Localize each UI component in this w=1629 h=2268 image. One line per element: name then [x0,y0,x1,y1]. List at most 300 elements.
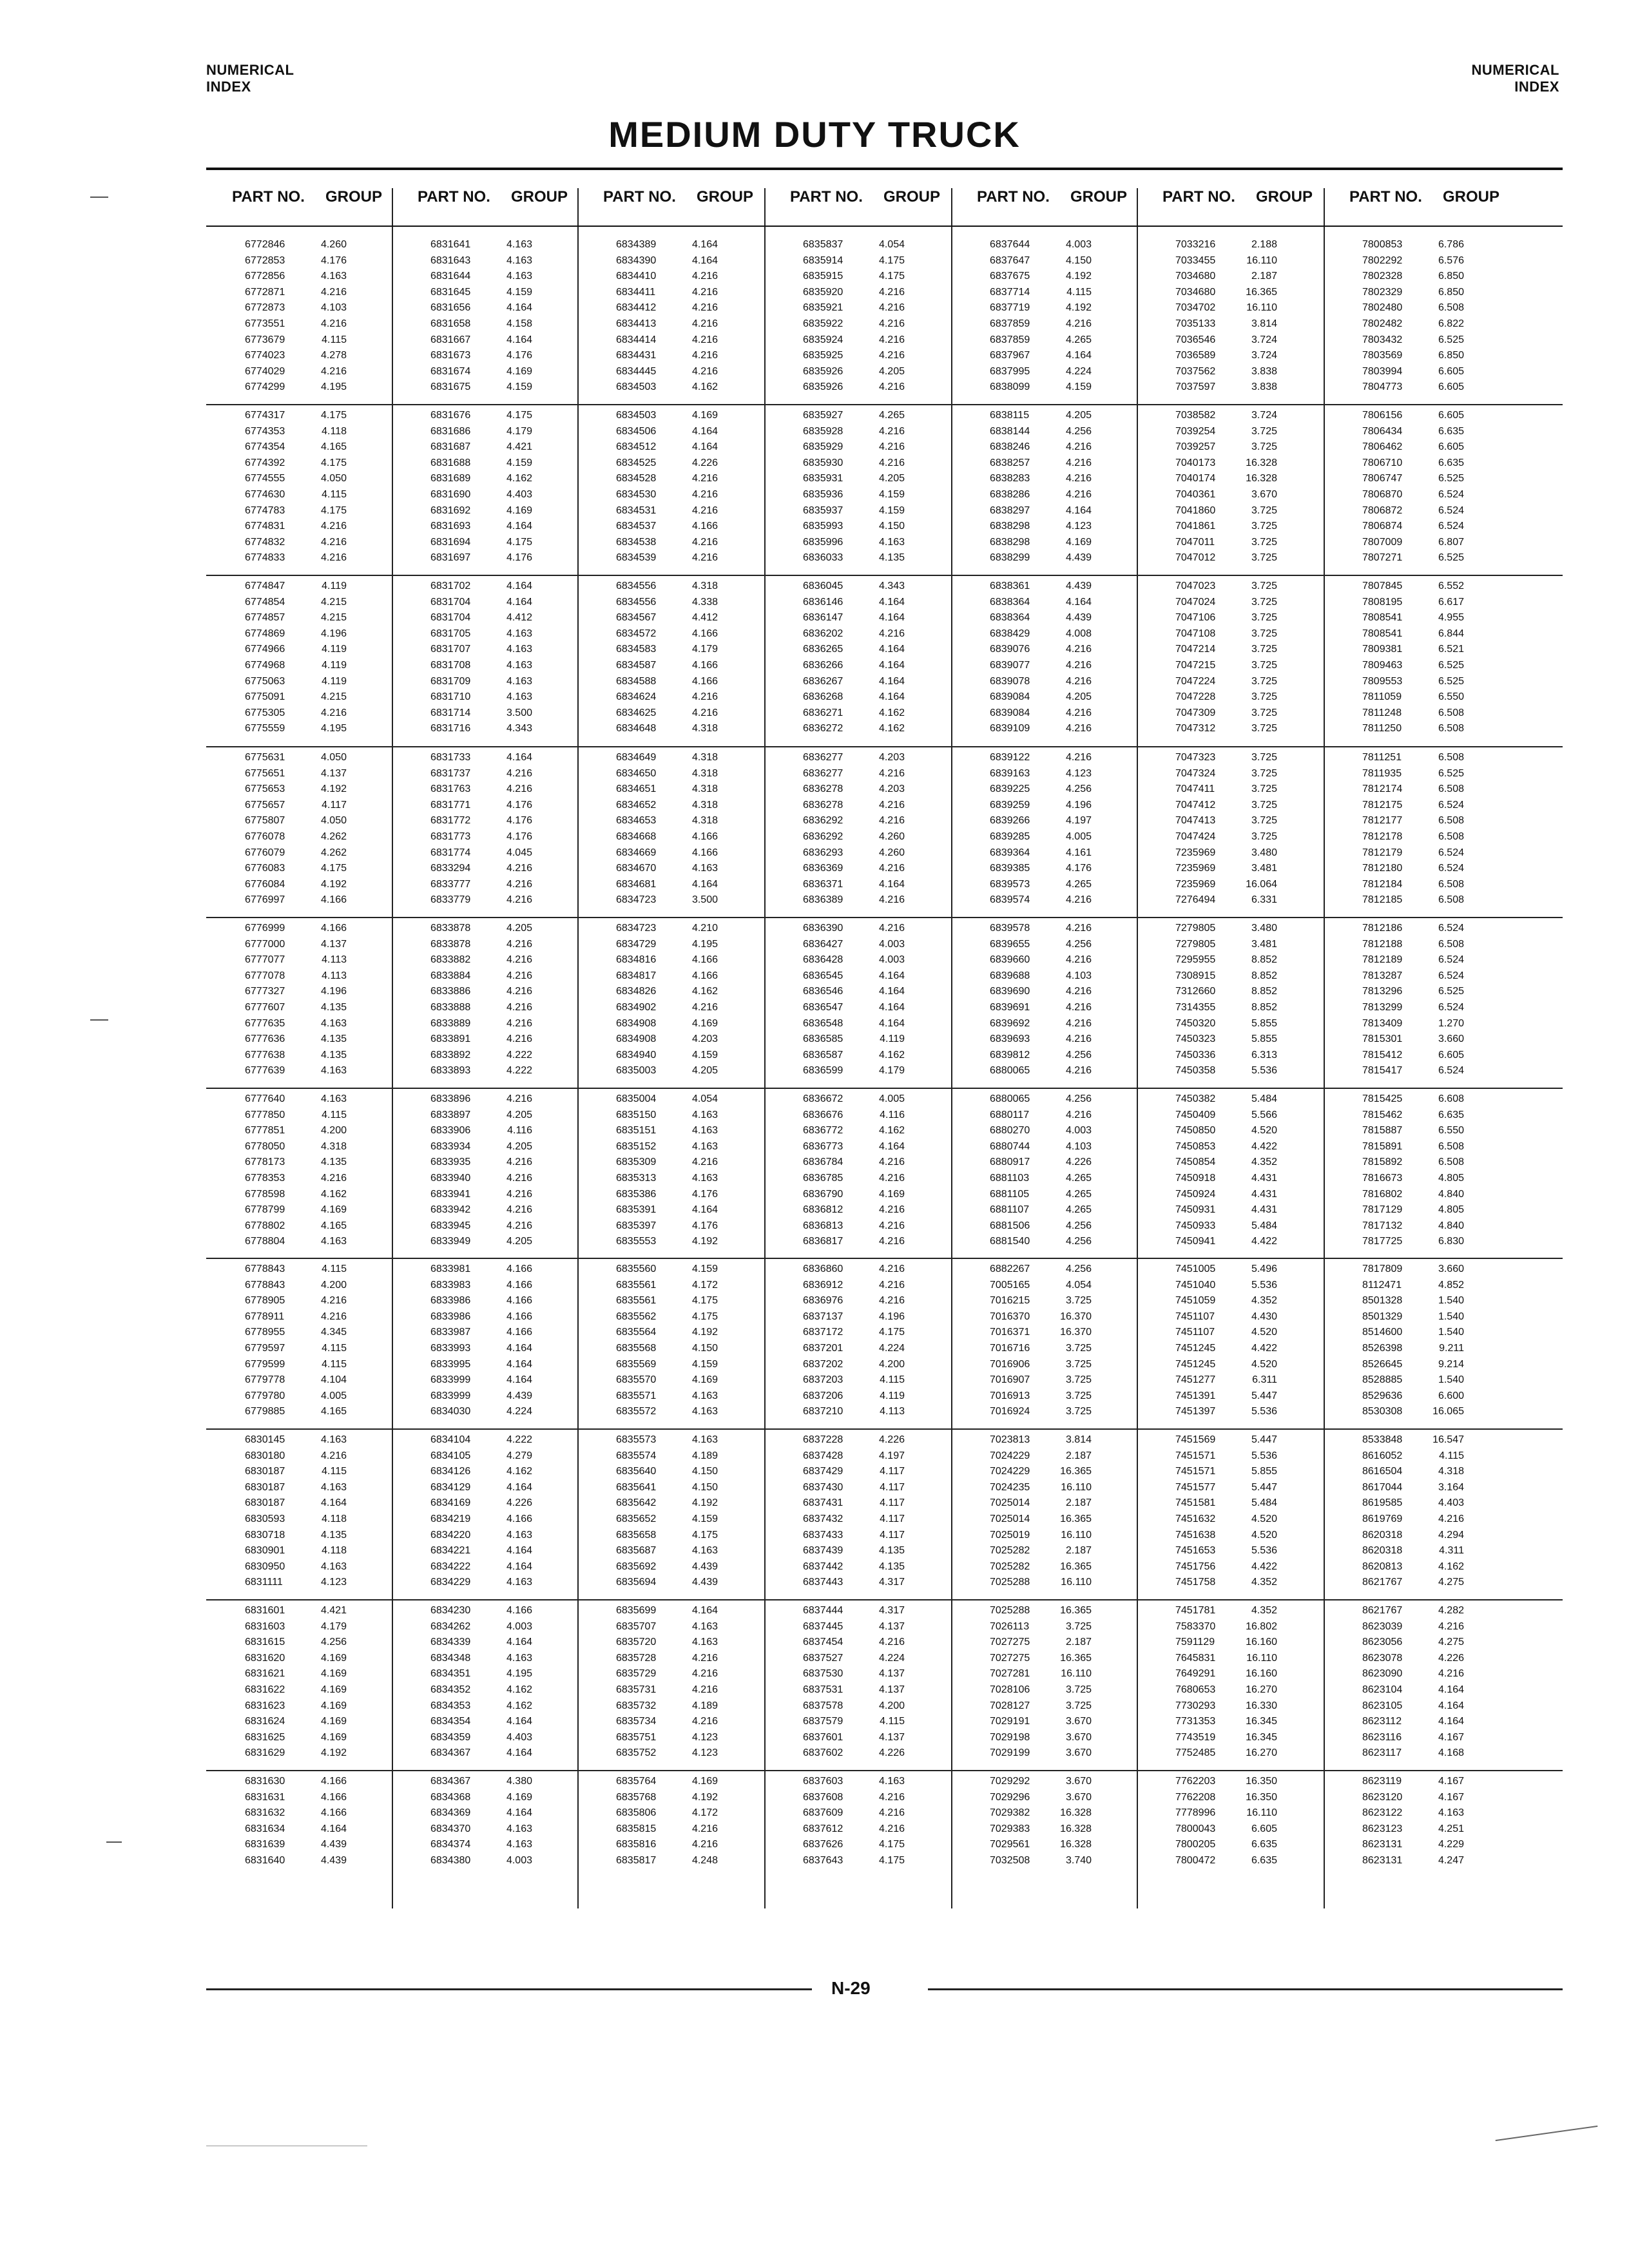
part-number-cell: 6837430 [803,1481,843,1493]
group-cell: 4.164 [1438,1684,1464,1695]
part-number-cell: 7032508 [990,1855,1030,1866]
part-number-cell: 6837643 [803,1855,843,1866]
group-cell: 4.216 [691,536,718,548]
group-cell: 4.216 [691,1716,718,1727]
group-cell: 4.216 [1065,1002,1092,1013]
group-cell: 4.164 [506,521,532,532]
part-number-cell: 6839109 [990,723,1030,735]
part-number-cell: 7815301 [1362,1033,1403,1045]
group-cell: 4.422 [1251,1561,1277,1572]
part-number-cell: 6776999 [245,923,285,934]
part-number-cell: 8533848 [1362,1434,1403,1445]
group-cell: 4.216 [320,1173,347,1184]
part-number-cell: 6836267 [803,675,843,687]
part-number-cell: 6834380 [430,1855,471,1866]
part-number-cell: 7034702 [1175,302,1216,314]
group-cell: 4.137 [320,767,347,779]
part-number-cell: 6775651 [245,767,285,779]
group-cell: 4.216 [1065,752,1092,763]
column-header-part-no: PART NO. [418,188,490,206]
part-number-cell: 7808541 [1362,612,1403,624]
part-number-cell: 6837579 [803,1716,843,1727]
part-number-cell: 6838099 [990,381,1030,393]
part-number-cell: 6835391 [616,1204,657,1216]
part-number-cell: 8621767 [1362,1605,1403,1616]
group-cell: 4.167 [1438,1776,1464,1787]
group-cell: 16.365 [1060,1514,1092,1524]
part-number-cell: 7450358 [1175,1065,1216,1077]
part-number-cell: 6834359 [430,1731,471,1743]
group-cell: 4.196 [320,628,347,639]
column-header-group: GROUP [325,188,383,206]
group-cell: 6.550 [1438,1125,1464,1137]
part-number-cell: 6831625 [245,1731,285,1743]
group-cell: 5.484 [1251,1220,1277,1231]
group-cell: 4.216 [878,1236,905,1247]
group-cell: 4.215 [320,691,347,703]
group-cell: 4.412 [506,612,532,624]
group-cell: 4.161 [1065,847,1092,858]
group-cell: 4.163 [878,1776,905,1787]
part-number-cell: 7451005 [1175,1264,1216,1274]
group-cell: 4.162 [878,1125,905,1137]
group-cell: 4.137 [878,1684,905,1695]
part-number-cell: 6833941 [430,1188,471,1200]
group-cell: 16.547 [1432,1434,1464,1445]
group-cell: 4.205 [506,923,532,934]
group-cell: 4.164 [691,1605,718,1616]
part-number-cell: 8623119 [1362,1776,1402,1787]
part-number-cell: 6834908 [616,1017,657,1029]
part-number-cell: 6835152 [616,1140,657,1152]
part-number-cell: 6881103 [990,1173,1030,1184]
group-cell: 4.216 [506,970,532,981]
part-number-cell: 7812185 [1362,894,1403,906]
group-cell: 4.168 [1438,1747,1464,1759]
group-cell: 3.660 [1438,1033,1464,1045]
group-cell: 4.166 [506,1327,532,1338]
group-cell: 4.176 [506,552,532,564]
part-number-cell: 6836371 [803,878,843,890]
part-number-cell: 6838298 [990,521,1030,532]
group-cell: 4.164 [506,1807,532,1819]
group-cell: 6.525 [1438,986,1464,997]
part-number-cell: 6835728 [616,1652,657,1664]
part-number-cell: 6835996 [803,536,843,548]
part-number-cell: 6837675 [990,271,1030,282]
part-number-cell: 8620318 [1362,1529,1403,1541]
part-number-cell: 7803994 [1362,365,1403,377]
group-cell: 4.164 [506,1481,532,1493]
group-cell: 4.135 [320,1033,347,1045]
part-number-cell: 6836202 [803,628,843,639]
part-number-cell: 6775063 [245,675,285,687]
part-number-cell: 6834723 [616,923,657,934]
part-number-cell: 6831644 [430,271,471,282]
group-cell: 4.216 [320,1295,347,1307]
group-cell: 4.176 [506,799,532,811]
group-cell: 4.005 [320,1390,347,1401]
group-cell: 4.192 [320,783,347,795]
group-cell: 4.216 [320,365,347,377]
part-number-cell: 6880917 [990,1157,1030,1168]
group-cell: 4.163 [691,863,718,874]
group-cell: 4.192 [691,1497,718,1509]
group-cell: 4.169 [691,410,718,421]
part-number-cell: 6834354 [430,1716,471,1727]
group-cell: 6.550 [1438,691,1464,703]
group-cell: 4.216 [506,1033,532,1045]
group-cell: 4.166 [691,660,718,671]
group-cell: 4.216 [320,1311,347,1322]
group-cell: 6.524 [1438,799,1464,811]
part-number-cell: 7279805 [1175,923,1216,934]
group-cell: 3.725 [1065,1620,1092,1632]
group-cell: 3.725 [1251,596,1277,608]
part-number-cell: 7041861 [1175,521,1216,532]
group-cell: 2.187 [1065,1497,1092,1509]
group-cell: 4.163 [691,1545,718,1557]
part-number-cell: 6774968 [245,660,285,671]
group-cell: 4.224 [878,1343,905,1354]
group-cell: 4.216 [1065,489,1092,500]
part-number-cell: 6775653 [245,783,285,795]
part-number-cell: 6837428 [803,1450,843,1461]
group-cell: 5.855 [1251,1033,1277,1045]
group-cell: 4.164 [878,644,905,655]
group-cell: 4.169 [506,1791,532,1803]
part-number-cell: 6834525 [616,457,657,468]
group-cell: 4.343 [506,723,532,735]
group-cell: 4.003 [506,1855,532,1866]
part-number-cell: 7811248 [1362,707,1402,718]
part-number-cell: 6778955 [245,1327,285,1338]
block-separator [206,575,1563,576]
group-cell: 4.003 [878,938,905,950]
part-number-cell: 7649291 [1175,1668,1216,1680]
part-number-cell: 6837202 [803,1358,843,1370]
part-number-cell: 6833999 [430,1374,471,1386]
part-number-cell: 6776083 [245,863,285,874]
group-cell: 4.216 [1065,675,1092,687]
part-number-cell: 6777851 [245,1125,285,1137]
part-number-cell: 6778911 [245,1311,285,1322]
group-cell: 1.540 [1438,1374,1464,1386]
group-cell: 4.216 [878,334,905,345]
group-cell: 3.500 [506,707,532,718]
part-number-cell: 8623120 [1362,1791,1403,1803]
part-number-cell: 7036589 [1175,350,1216,361]
part-number-cell: 6831702 [430,581,471,591]
part-number-cell: 6834539 [616,552,657,564]
part-number-cell: 7450336 [1175,1049,1216,1061]
part-number-cell: 6833891 [430,1033,471,1045]
part-number-cell: 6834512 [616,441,657,453]
group-cell: 4.216 [691,489,718,500]
part-number-cell: 6834556 [616,596,657,608]
group-cell: 16.345 [1246,1716,1277,1727]
group-cell: 5.536 [1251,1450,1277,1461]
part-number-cell: 8623112 [1362,1716,1402,1727]
group-cell: 4.840 [1438,1220,1464,1231]
group-cell: 4.166 [506,1295,532,1307]
part-number-cell: 6831689 [430,473,471,485]
part-number-cell: 6834389 [616,239,657,250]
group-cell: 16.365 [1060,1652,1092,1664]
part-number-cell: 6833897 [430,1109,471,1120]
group-cell: 4.169 [320,1716,347,1727]
part-number-cell: 7817129 [1362,1204,1403,1216]
part-number-cell: 6834531 [616,505,657,516]
block-separator [206,1599,1563,1600]
part-number-cell: 6835553 [616,1236,657,1247]
group-cell: 16.345 [1246,1731,1277,1743]
part-number-cell: 6839084 [990,707,1030,718]
group-cell: 4.175 [506,536,532,548]
group-cell: 4.216 [506,954,532,966]
group-cell: 4.163 [320,1561,347,1572]
group-cell: 4.216 [878,799,905,811]
group-cell: 3.725 [1251,831,1277,842]
group-cell: 4.103 [320,302,347,314]
part-number-cell: 6835921 [803,302,843,314]
group-cell: 16.110 [1246,302,1277,314]
part-number-cell: 7808541 [1362,628,1403,639]
part-number-cell: 6839122 [990,752,1030,763]
group-cell: 9.214 [1438,1358,1464,1370]
part-number-cell: 8620813 [1362,1561,1403,1572]
part-number-cell: 7451577 [1175,1481,1216,1493]
group-cell: 4.159 [878,489,905,500]
part-number-cell: 6837439 [803,1545,843,1557]
part-number-cell: 6837603 [803,1776,843,1787]
part-number-cell: 6831737 [430,767,471,779]
part-number-cell: 6834588 [616,675,657,687]
group-cell: 4.162 [320,1188,347,1200]
part-number-cell: 6830187 [245,1481,285,1493]
group-cell: 4.167 [1438,1791,1464,1803]
part-number-cell: 6837859 [990,318,1030,329]
margin-mark [1496,2126,1598,2141]
group-cell: 4.164 [506,1545,532,1557]
part-number-cell: 7806462 [1362,441,1403,453]
footer-rule-left [206,1988,812,1990]
part-number-cell: 6837531 [803,1684,843,1695]
part-number-cell: 6779780 [245,1390,285,1401]
group-cell: 4.119 [880,1390,905,1401]
group-cell: 3.480 [1251,923,1277,934]
group-cell: 16.110 [1061,1481,1092,1493]
part-number-cell: 7806156 [1362,410,1403,421]
page-footer [0,1978,1629,2004]
part-number-cell: 6833294 [430,863,471,874]
group-cell: 6.508 [1438,831,1464,842]
group-cell: 4.216 [1065,1033,1092,1045]
group-cell: 4.520 [1251,1125,1277,1137]
group-cell: 4.318 [691,752,718,763]
group-cell: 4.216 [691,318,718,329]
part-number-cell: 7812177 [1362,815,1403,827]
part-number-cell: 6772873 [245,302,285,314]
part-number-cell: 6836271 [803,707,843,718]
group-cell: 4.226 [1065,1157,1092,1168]
part-number-cell: 6775091 [245,691,285,703]
part-number-cell: 7450382 [1175,1093,1216,1104]
block-separator [206,1088,1563,1089]
group-cell: 4.196 [320,986,347,997]
group-cell: 4.205 [506,1109,532,1120]
part-number-cell: 6835574 [616,1450,657,1461]
group-cell: 5.447 [1251,1434,1277,1445]
group-cell: 4.166 [320,1791,347,1803]
group-cell: 4.216 [691,350,718,361]
group-cell: 4.216 [506,1188,532,1200]
group-cell: 4.163 [691,1140,718,1152]
group-cell: 4.805 [1438,1204,1464,1216]
group-cell: 6.525 [1438,552,1464,564]
group-cell: 4.164 [1438,1700,1464,1711]
group-cell: 4.164 [1065,596,1092,608]
group-cell: 4.179 [878,1065,905,1077]
group-cell: 3.725 [1065,1406,1092,1418]
group-cell: 4.352 [1251,1605,1277,1616]
group-cell: 4.176 [320,255,347,266]
part-number-cell: 7451245 [1175,1358,1216,1370]
group-cell: 4.135 [320,1529,347,1541]
part-number-cell: 6880270 [990,1125,1030,1137]
group-cell: 4.175 [320,863,347,874]
part-number-cell: 8526645 [1362,1358,1403,1370]
part-number-cell: 6775657 [245,799,285,811]
group-cell: 4.216 [320,521,347,532]
part-number-cell: 6835927 [803,410,843,421]
part-number-cell: 6837172 [803,1327,843,1338]
part-number-cell: 6835928 [803,425,843,437]
part-number-cell: 6778173 [245,1157,285,1168]
part-number-cell: 6834229 [430,1577,471,1588]
group-cell: 16.370 [1060,1327,1092,1338]
group-cell: 4.175 [691,1311,718,1322]
group-cell: 4.003 [1065,239,1092,250]
part-number-cell: 7005165 [990,1279,1030,1291]
part-number-cell: 7047312 [1175,723,1216,735]
group-cell: 4.135 [320,1002,347,1013]
part-number-cell: 7806434 [1362,425,1403,437]
group-cell: 4.192 [1065,271,1092,282]
group-cell: 4.216 [506,1204,532,1216]
group-cell: 6.508 [1438,783,1464,795]
column-header-part-no: PART NO. [977,188,1050,206]
group-cell: 4.265 [878,410,905,421]
part-number-cell: 6837429 [803,1466,843,1477]
group-cell: 6.605 [1438,1049,1464,1061]
part-number-cell: 6839285 [990,831,1030,842]
group-cell: 4.163 [506,644,532,655]
part-number-cell: 6831615 [245,1637,285,1648]
group-cell: 4.352 [1251,1157,1277,1168]
group-cell: 4.163 [1438,1807,1464,1819]
group-cell: 4.262 [320,847,347,858]
group-cell: 4.216 [1065,1109,1092,1120]
group-cell: 4.317 [878,1605,905,1616]
group-cell: 4.116 [507,1125,532,1137]
group-cell: 6.524 [1438,847,1464,858]
group-cell: 4.203 [691,1033,718,1045]
part-number-cell: 6774555 [245,473,285,485]
group-cell: 4.189 [691,1700,718,1711]
group-cell: 4.216 [1438,1620,1464,1632]
part-number-cell: 6830187 [245,1466,285,1477]
column-divider [1137,188,1138,1908]
part-number-cell: 7816673 [1362,1173,1403,1184]
part-number-cell: 6831601 [245,1605,285,1616]
part-number-cell: 6831688 [430,457,471,468]
group-cell: 4.176 [691,1220,718,1231]
part-number-cell: 6834126 [430,1466,471,1477]
part-number-cell: 7802480 [1362,302,1403,314]
group-cell: 16.328 [1060,1807,1092,1819]
group-cell: 4.216 [1065,1017,1092,1029]
part-number-cell: 6831773 [430,831,471,842]
page-title: MEDIUM DUTY TRUCK [608,114,1021,155]
part-number-cell: 6774023 [245,350,285,361]
part-number-cell: 6776079 [245,847,285,858]
group-cell: 4.005 [878,1093,905,1104]
group-cell: 3.500 [691,894,718,906]
part-number-cell: 6834348 [430,1652,471,1664]
group-cell: 4.317 [878,1577,905,1588]
group-cell: 5.447 [1251,1390,1277,1401]
part-number-cell: 6774029 [245,365,285,377]
part-number-cell: 6772846 [245,239,285,250]
part-number-cell: 6836292 [803,815,843,827]
group-cell: 16.160 [1246,1637,1277,1648]
group-cell: 4.117 [880,1497,905,1509]
group-cell: 4.162 [691,381,718,393]
group-cell: 4.216 [320,536,347,548]
group-cell: 6.605 [1438,441,1464,453]
group-cell: 4.166 [691,628,718,639]
group-cell: 4.162 [1438,1561,1464,1572]
part-number-cell: 8514600 [1362,1327,1403,1338]
group-cell: 4.164 [506,1747,532,1759]
group-cell: 4.164 [878,970,905,981]
part-number-cell: 6834414 [616,334,657,345]
part-number-cell: 6831705 [430,628,471,639]
group-cell: 4.163 [691,1125,718,1137]
part-number-cell: 7802482 [1362,318,1403,329]
group-cell: 5.536 [1251,1065,1277,1077]
group-cell: 6.600 [1438,1390,1464,1401]
part-number-cell: 7812188 [1362,938,1403,950]
group-cell: 4.169 [320,1668,347,1680]
group-cell: 4.275 [1438,1637,1464,1648]
part-number-cell: 6835734 [616,1716,657,1727]
part-number-cell: 6831686 [430,425,471,437]
part-number-cell: 7041860 [1175,505,1216,516]
part-number-cell: 7803569 [1362,350,1403,361]
group-cell: 4.163 [506,271,532,282]
group-cell: 4.216 [691,552,718,564]
part-number-cell: 7016215 [990,1295,1030,1307]
part-number-cell: 7025019 [990,1529,1030,1541]
group-cell: 4.216 [691,334,718,345]
group-cell: 4.119 [322,660,347,671]
part-number-cell: 6835386 [616,1188,657,1200]
part-number-cell: 7047224 [1175,675,1216,687]
part-number-cell: 7016370 [990,1311,1030,1322]
part-number-cell: 6831771 [430,799,471,811]
